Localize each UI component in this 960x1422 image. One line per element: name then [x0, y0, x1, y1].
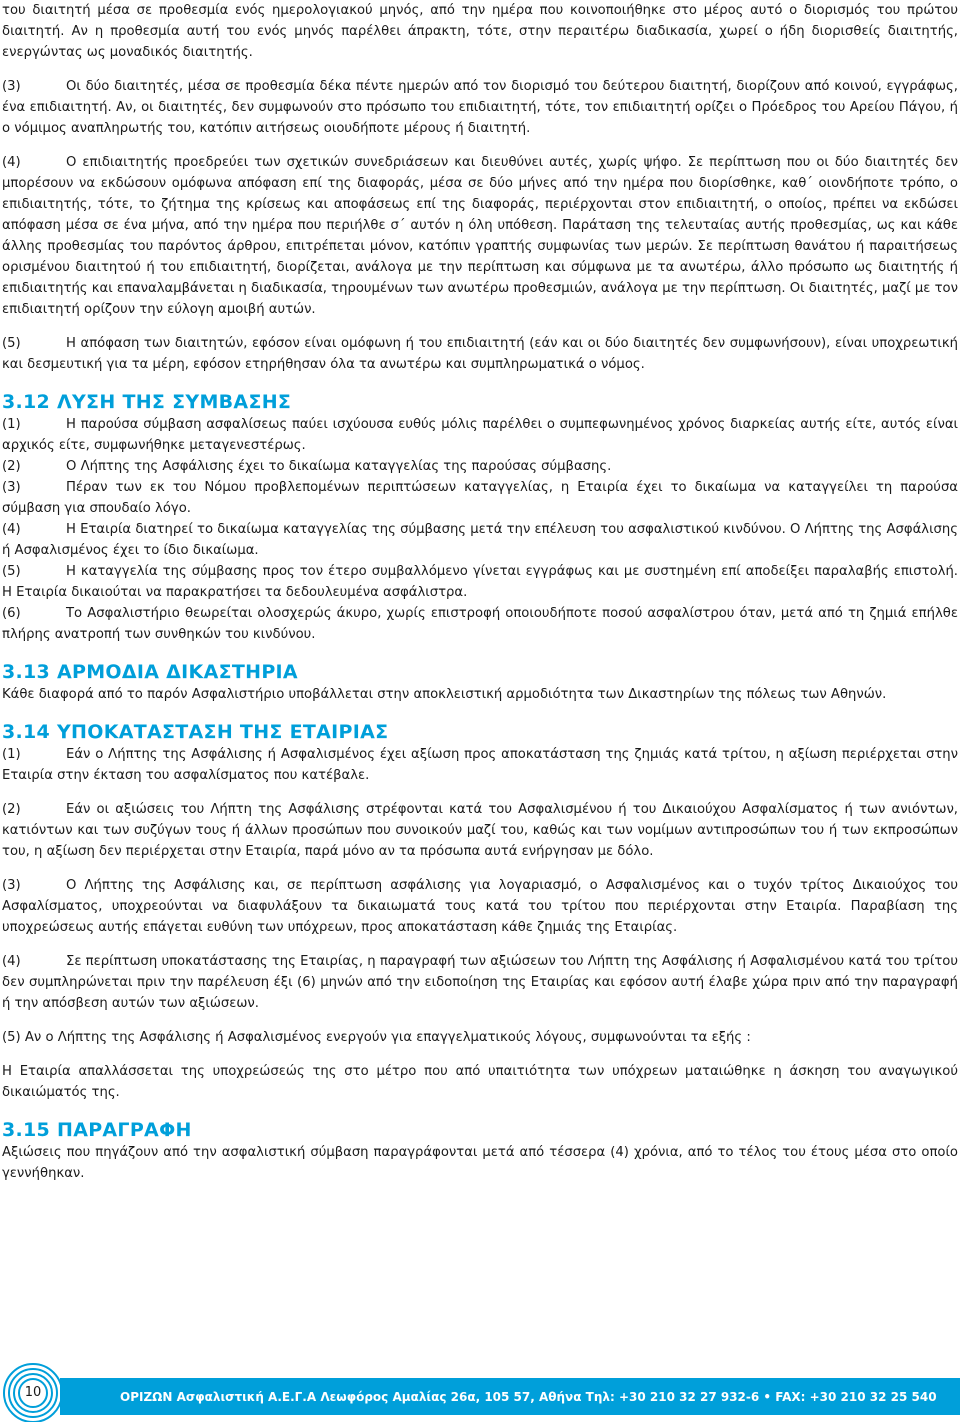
arbitration-clause-3: [2, 76, 958, 139]
clause-text: Η καταγγελία της σύμβασης προς τον έτερο συμβαλλόμενο γίνεται εγγράφως και με συστημένη επί αποδείξει παραλαβής επιστολή. Η Εταιρία δικαιούται να παρακρατήσει τα δεδουλευμένα ασφάλιστρα.: [2, 564, 958, 600]
clause-text: Ο Λήπτης της Ασφάλισης και, σε περίπτωση ασφάλισης για λογαριασμό, ο Ασφαλισμένος και ο τυχόν τρίτος Δικαιούχος του Ασφαλίσματος, υποχρεούνται να διαφυλάξουν τα δικαιωματά τους κατά του τρίτου που περιέρχονται στην Εταιρία. Παραβίαση της υποχρεώσεως αυτής επάγεται ευθύνη των υπόχρεων, προς αποκατάσταση κάθε ζημιάς της Εταιρίας.: [2, 878, 958, 935]
subrogation-clause-1: [2, 744, 958, 786]
clause-text: Η Εταιρία διατηρεί το δικαίωμα καταγγελίας της σύμβασης μετά την επέλευση του ασφαλιστικού κινδύνου. Ο Λήπτης της Ασφάλισης ή Ασφαλισμένος έχει το ίδιο δικαίωμα.: [2, 522, 958, 558]
termination-clause-1: [2, 414, 958, 456]
subrogation-clause-3: [2, 875, 958, 938]
subrogation-clause-4: [2, 951, 958, 1014]
clause-number: (5): [2, 564, 21, 579]
clause-text: Ο Λήπτης της Ασφάλισης έχει το δικαίωμα καταγγελίας της παρούσας σύμβασης.: [66, 459, 612, 474]
jurisdiction-text: Κάθε διαφορά από το παρόν Ασφαλιστήριο υποβάλλεται στην αποκλειστική αρμοδιότητα των Δικαστηρίων της πόλεως των Αθηνών.: [2, 687, 887, 702]
clause-text: Εάν οι αξιώσεις του Λήπτη της Ασφάλισης στρέφονται κατά του Ασφαλισμένου ή του Δικαιούχου Ασφαλίσματος ή των ανιόντων, κατιόντων και των συζύγων τους ή άλλων προσώπων που συνοικούν μαζί του, καθώς και των νομίμων αντιπροσώπων του ή των εκπροσώπων του, η αξίωση δεν περιέρχεται στην Εταιρία, παρά μόνο αν τα πρόσωπα αυτά ενήργησαν με δόλο.: [2, 802, 958, 859]
clause-text: Σε περίπτωση υποκατάστασης της Εταιρίας, η παραγραφή των αξιώσεων του Λήπτη της Ασφάλισης ή Ασφαλισμένου κατά του τρίτου δεν συμπληρώνεται πριν την παρέλευση έξι (6) μηνών από την ειδοποίηση της Εταιρίας και εφόσον αυτή έλαβε χώρα πριν από την παραγραφή ή την απόσβεση αυτών των αξιώσεων.: [2, 954, 958, 1011]
section-heading-3-14: 3.14 ΥΠΟΚΑΤΑΣΤΑΣΗ ΤΗΣ ΕΤΑΙΡΙΑΣ: [2, 721, 389, 743]
section-heading-3-12: 3.12 ΛΥΣΗ ΤΗΣ ΣΥΜΒΑΣΗΣ: [2, 391, 292, 413]
subrogation-clause-2: [2, 799, 958, 862]
clause-text: Οι δύο διαιτητές, μέσα σε προθεσμία δέκα πέντε ημερών από τον διορισμό του δεύτερου διαιτητή, διορίζουν από κοινού, εγγράφως, ένα επιδιαιτητή. Αν, οι διαιτητές, δεν συμφωνούν στο πρόσωπο του επιδιαιτητή, τότε, τον επιδιαιτητή ορίζει ο Πρόεδρος του Αρείου Πάγου, ή ο νόμιμος αναπληρωτής του, κατόπιν αιτήσεως οιουδήποτε μέρους ή διαιτητή.: [2, 79, 958, 136]
arbitration-clause-5: [2, 333, 958, 375]
subrogation-clause-5: (5) Αν ο Λήπτης της Ασφάλισης ή Ασφαλισμένος ενεργούν για επαγγελματικούς λόγους, συμφωνούνται τα εξής :: [2, 1030, 751, 1045]
clause-number: (5): [2, 336, 21, 351]
clause-number: (3): [2, 878, 21, 893]
clause-text: Το Ασφαλιστήριο θεωρείται ολοσχερώς άκυρο, χωρίς επιστροφή οποιουδήποτε ποσού ασφαλίστρου όταν, μετά από τη ζημιά επήλθε πλήρης ανατροπή των συνθηκών του κινδύνου.: [2, 606, 958, 642]
termination-clause-4: [2, 519, 958, 561]
page-number: 10: [24, 1385, 42, 1400]
clause-text: Ο επιδιαιτητής προεδρεύει των σχετικών συνεδριάσεων και διευθύνει αυτές, χωρίς ψήφο. Σε περίπτωση που οι δύο διαιτητές δεν μπορέσουν να εκδώσουν ομόφωνα απόφαση επί της διαφοράς, μέσα σε δύο μήνες από την ημέρα που διορίσθηκε, καθ΄ οιονδήποτε τρόπο, ο επιδιαιτητής, τότε, το ζήτημα της κρίσεως και αποφάσεως επί της διαφοράς, περιέρχονται στον επιδιαιτητή, ο οποίος, πρέπει να εκδώσει απόφαση μέσα σε ένα μήνα, από την ημέρα που περιήλθε σ΄ αυτόν η όλη υπόθεση. Παράταση της τελευταίας αυτής προθεσμίας, ως και κάθε άλλης προθεσμίας του παρόντος άρθρου, επιτρέπεται μόνον, κατόπιν γραπτής συμφωνίας των μερών. Σε περίπτωση θανάτου ή παραιτήσεως ορισμένου διαιτητού ή του επιδιαιτητή, διορίζεται, ανάλογα με την περίπτωση και σύμφωνα με τα ανωτέρω, άλλο πρόσωπο ως διαιτητής ή επιδιαιτητής και επαναλαμβάνεται η διαδικασία, τηρουμένων των ανωτέρω προθεσμιών, ανάλογα με την περίπτωση. Οι διαιτητές, μαζί με τον επιδιαιτητή ορίζουν την εύλογη αμοιβή αυτών.: [2, 155, 958, 317]
termination-clause-2: [2, 456, 958, 477]
clause-number: (3): [2, 79, 21, 94]
arbitration-clause-4: [2, 152, 958, 320]
section-heading-3-15: 3.15 ΠΑΡΑΓΡΑΦΗ: [2, 1119, 192, 1141]
clause-number: (4): [2, 954, 21, 969]
clause-number: (2): [2, 459, 21, 474]
clause-number: (3): [2, 480, 21, 495]
section-heading-3-13: 3.13 ΑΡΜΟΔΙΑ ΔΙΚΑΣΤΗΡΙΑ: [2, 661, 298, 683]
clause-text: Η παρούσα σύμβαση ασφαλίσεως παύει ισχύουσα ευθύς μόλις παρέλθει ο συμπεφωνημένος χρόνος διαρκείας αυτής είτε, αυτός είναι αρχικός είτε, συμφωνήθηκε μεταγενεστέρως.: [2, 417, 958, 453]
subrogation-clause-6: Η Εταιρία απαλλάσσεται της υποχρεώσεώς της στο μέτρο που από υπαιτιότητα των υπόχρεων ματαιώθηκε η άσκηση του αναγωγικού δικαιώματός της.: [2, 1064, 958, 1100]
footer-contact-text: ΟΡΙΖΩΝ Ασφαλιστική Α.Ε.Γ.Α Λεωφόρος Αμαλίας 26α, 105 57, Αθήνα Τηλ: +30 210 32 27 932-6 • FAX: +30 210 32 25 540: [120, 1390, 937, 1404]
paragraph-continuation: του διαιτητή μέσα σε προθεσμία ενός ημερολογιακού μηνός, από την ημέρα που κοινοποιήθηκε στο μέρος αυτό ο διορισμός του πρώτου διαιτητή. Αν η προθεσμία αυτή του ενός μηνός παρέλθει άπρακτη, τότε, στην περαιτέρω διαδικασία, χωρεί ο ήδη διορισθείς διαιτητής, ενεργώντας ως μοναδικός διαιτητής.: [2, 3, 958, 60]
termination-clause-6: [2, 603, 958, 645]
clause-number: (1): [2, 747, 21, 762]
limitation-text: Αξιώσεις που πηγάζουν από την ασφαλιστική σύμβαση παραγράφονται μετά από τέσσερα (4) χρόνια, από το τέλος του έτους μέσα στο οποίο γεννήθηκαν.: [2, 1145, 958, 1181]
clause-number: (6): [2, 606, 21, 621]
termination-clause-5: [2, 561, 958, 603]
clause-number: (1): [2, 417, 21, 432]
clause-number: (4): [2, 155, 21, 170]
clause-text: Πέραν των εκ του Νόμου προβλεπομένων περιπτώσεων καταγγελίας, η Εταιρία έχει το δικαίωμα να καταγγείλει τη παρούσα σύμβαση για σπουδαίο λόγο.: [2, 480, 958, 516]
clause-text: Εάν ο Λήπτης της Ασφάλισης ή Ασφαλισμένος έχει αξίωση προς αποκατάσταση της ζημιάς κατά τρίτου, η αξίωση περιέρχεται στην Εταιρία στην έκταση του ασφαλίσματος που κατέβαλε.: [2, 747, 958, 783]
page-footer: [0, 1358, 960, 1422]
clause-text: Η απόφαση των διαιτητών, εφόσον είναι ομόφωνη ή του επιδιαιτητή (εάν και οι δύο διαιτητές δεν συμφωνήσουν), είναι υποχρεωτική και δεσμευτική για τα μέρη, εφόσον ετηρήθησαν όλα τα ανωτέρω και συμπληρωματικά ο νόμος.: [2, 336, 958, 372]
clause-number: (4): [2, 522, 21, 537]
clause-number: (2): [2, 802, 21, 817]
termination-clause-3: [2, 477, 958, 519]
